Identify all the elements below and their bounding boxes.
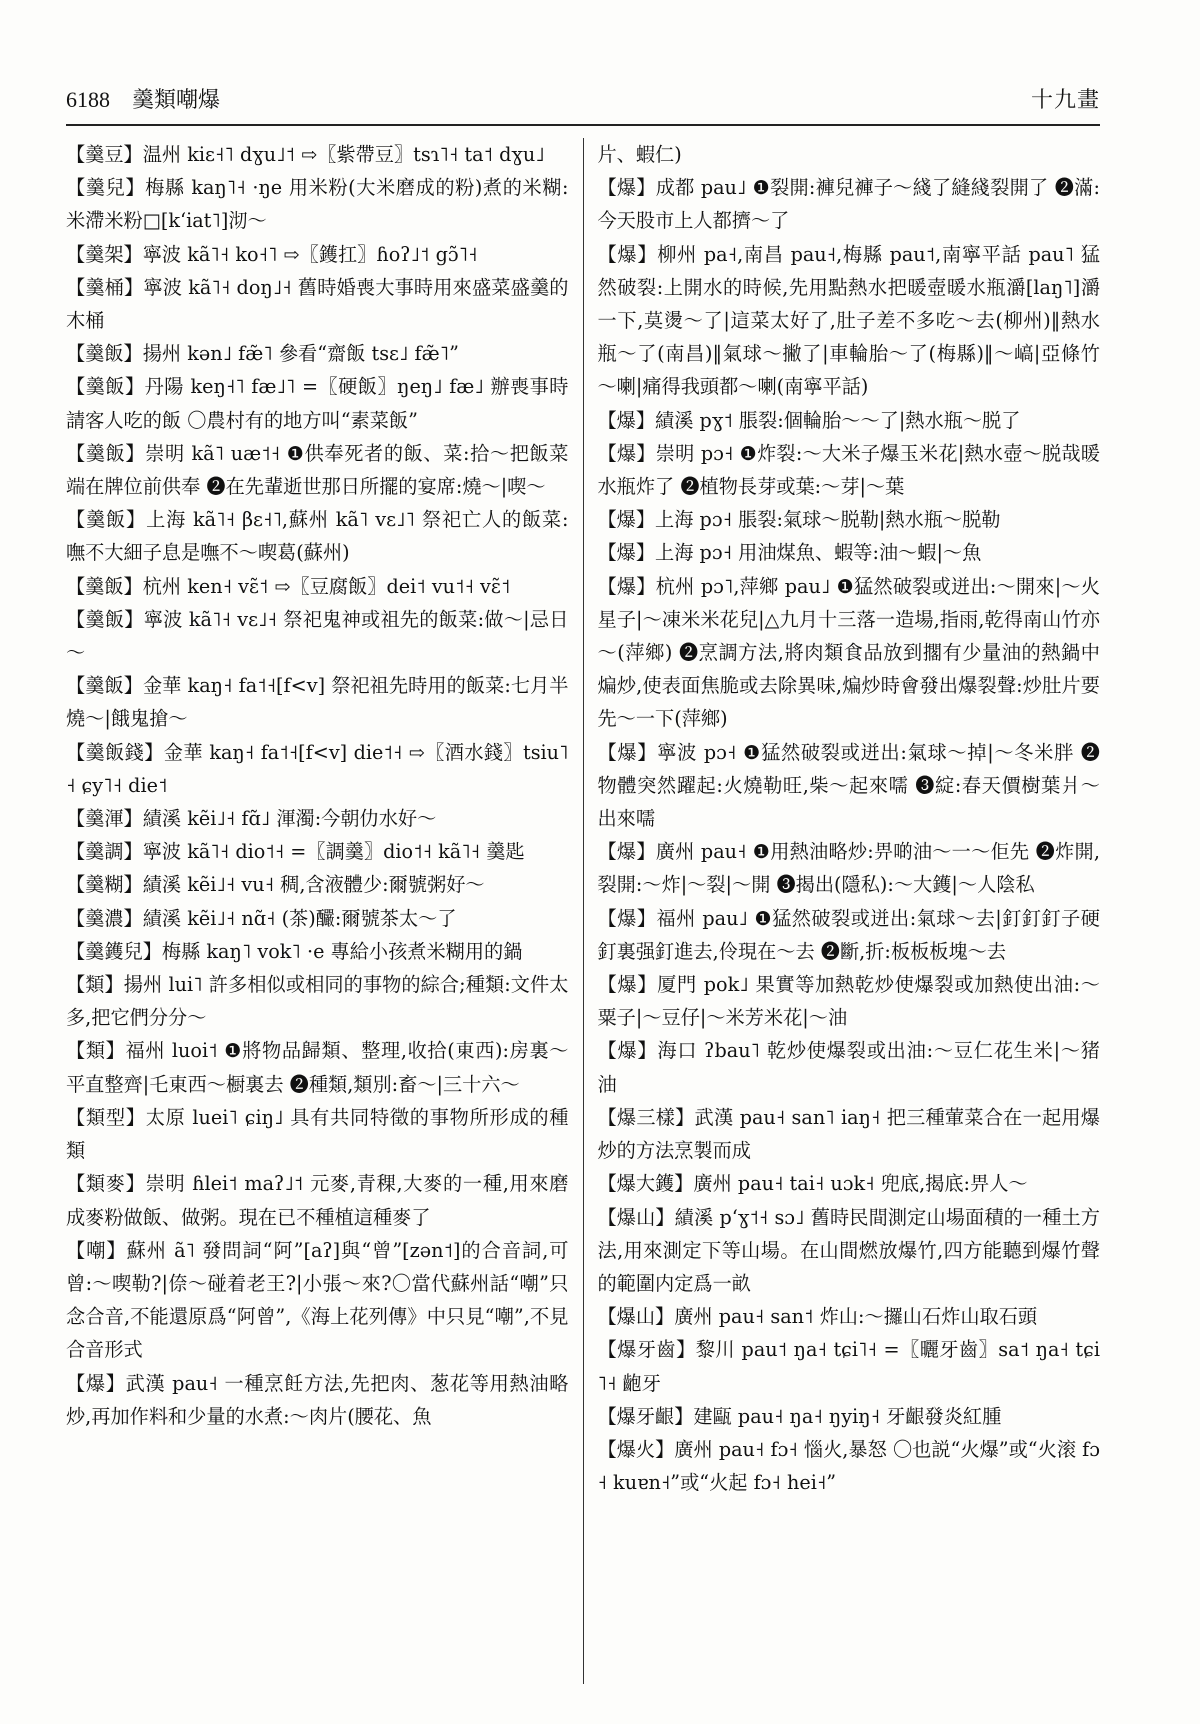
dictionary-entry: 【羹桶】寧波 kã˥˧ doŋ˩˧ 舊時婚喪大事時用來盛菜盛羹的木桶	[66, 275, 569, 333]
dictionary-entry: 【爆三樣】武漢 pau˧ san˥ iaŋ˧ 把三種葷菜合在一起用爆炒的方法烹製而成	[597, 1105, 1100, 1163]
dictionary-entry: 【羹飯】丹陽 keŋ˧˥ fæ˩˥ =〖硬飯〗ŋeŋ˩ fæ˩ 辦喪事時請客人吃的飯 〇農村有的地方叫“素菜飯”	[66, 375, 569, 432]
header-left	[66, 83, 220, 114]
dictionary-entry: 【爆】績溪 pɣ˦ 脹裂:個輪胎～～了|熱水瓶～脱了	[597, 408, 1021, 432]
dictionary-entry: 【羹飯】金華 kaŋ˧ fa˦˧[f<v] 祭祀祖先時用的飯菜:七月半燒～|餓鬼搶～	[66, 674, 569, 731]
dictionary-entry: 【類】福州 luoi˦ ❶將物品歸類、整理,收拾(東西):房裏～平直整齊|乇東西～橱裏去 ❷種類,類別:畜～|三十六～	[66, 1039, 569, 1096]
dictionary-entry: 【爆火】廣州 pau˧ fɔ˧ 惱火,暴怒 〇也説“火爆”或“火滚 fɔ˧ kuɐn˧”或“火起 fɔ˧ hei˧”	[597, 1437, 1100, 1495]
dictionary-entry: 【羹鑊兒】梅縣 kaŋ˥ vok˥ ·e 專給小孩煮米糊用的鍋	[66, 939, 523, 963]
dictionary-entry: 【爆】海口 ʔbau˥ 乾炒使爆裂或出油:～豆仁花生米|～猪油	[597, 1039, 1100, 1096]
dictionary-entry: 【爆】杭州 pɔ˥,萍鄉 pau˩ ❶猛然破裂或迸出:～開來|～火星子|～凍米米花兒|△九月十三落一造場,指雨,乾得南山竹亦～(萍鄉) ❷烹調方法,將肉類食品放到擱有少量油的熱鍋中煸炒,使表面焦脆或去除異味,煸炒時會發出爆裂聲:炒肚片要先～一下(萍鄉)	[597, 574, 1100, 731]
dictionary-entry: 【羹飯】上海 kã˥˧ βɛ˧˥,蘇州 kã˥ vɛ˩˥ 祭祀亡人的飯菜:嘸不大細子息是嘸不～喫葛(蘇州)	[66, 508, 569, 565]
dictionary-entry: 【類型】太原 luei˥ ɕiŋ˩ 具有共同特徵的事物所形成的種類	[66, 1105, 569, 1163]
dictionary-entry: 【爆】崇明 pɔ˧ ❶炸裂:～大米子爆玉米花|熱水壺～脱哉暖水瓶炸了 ❷植物長芽或葉:～芽|～葉	[597, 441, 1100, 499]
dictionary-entry: 【類麥】崇明 ɦlei˦ maʔ˩˦ 元麥,青稞,大麥的一種,用來磨成麥粉做飯、做粥。現在已不種植這種麥了	[66, 1172, 569, 1229]
dictionary-entry: 【爆】武漢 pau˧ 一種烹飪方法,先把肉、葱花等用熱油略炒,再加作料和少量的水煮:～肉片(腰花、魚	[66, 1371, 569, 1428]
page-number: 6188	[66, 86, 110, 112]
dictionary-entry: 【爆山】廣州 pau˧ san˦ 炸山:～攞山石炸山取石頭	[597, 1305, 1038, 1329]
dictionary-entry: 【羹飯】崇明 kã˥ uæ˦˧ ❶供奉死者的飯、菜:拾～把飯菜端在牌位前供奉 ❷在先輩逝世那日所擺的宴席:燒～|喫～	[66, 441, 569, 499]
dictionary-entry: 【羹調】寧波 kã˥˧ dio˦˧ =〖調羹〗dio˦˧ kã˥˧ 羹匙	[66, 840, 525, 864]
dictionary-entry: 【類】揚州 lui˥ 許多相似或相同的事物的綜合;種類:文件太多,把它們分分～	[66, 973, 569, 1030]
dictionary-entry: 【爆牙齒】黎川 pau˦ ŋa˧ tɕi˥˧ =〖曬牙齒〗sa˦ ŋa˧ tɕi˥˧ 齙牙	[597, 1338, 1100, 1395]
dictionary-entry: 【羹飯錢】金華 kaŋ˧ fa˦˧[f<v] die˦˧ ⇨〖酒水錢〗tsiu˥˧ ɕy˥˧ die˦	[66, 740, 569, 797]
dictionary-entry: 【嘲】蘇州 ã˥ 發問詞“阿”[aʔ]與“曾”[zən˦]的合音詞,可曾:～喫勒?|倷～碰着老王?|小張～來?〇當代蘇州話“嘲”只念合音,不能還原爲“阿曾”,《海上花列傳》中只見“嘲”,不見合音形式	[66, 1238, 569, 1362]
dictionary-entry: 【爆】寧波 pɔ˧ ❶猛然破裂或迸出:氣球～掉|～冬米胖 ❷物體突然躍起:火燒勒旺,柴～起來嚅 ❸綻:春天價樹葉爿～出來嚅	[597, 740, 1100, 831]
dictionary-entry: 【爆】上海 pɔ˧ 脹裂:氣球～脱勒|熱水瓶～脱勒	[597, 508, 1001, 532]
dictionary-entry: 片、蝦仁)	[597, 143, 682, 166]
dictionary-entry: 【爆】廣州 pau˧ ❶用熱油略炒:畀啲油～一～佢先 ❷炸開,裂開:～炸|～裂|～開 ❸揭出(隱私):～大鑊|～人陰私	[597, 840, 1100, 897]
dictionary-entry: 【羹飯】揚州 kən˩ fæ̃˥ 參看“齋飯 tsɛ˩ fæ̃˥”	[66, 342, 459, 366]
dictionary-entry: 【爆】厦門 pok˩ 果實等加熱乾炒使爆裂或加熱使出油:～粟子|～豆仔|～米芳米花|～油	[597, 973, 1100, 1030]
dictionary-entry: 【羹濃】績溪 kẽi˩˧ nɑ̃˧ (茶)釅:爾號茶太～了	[66, 906, 457, 930]
dictionary-entry: 【羹飯】寧波 kã˥˧ vɛ˩˧ 祭祀鬼神或祖先的飯菜:做～|忌日～	[66, 607, 569, 665]
dictionary-entry: 【爆】柳州 pa˧,南昌 pau˧,梅縣 pau˦,南寧平話 pau˥ 猛然破裂:上開水的時候,先用點熱水把暖壺暖水瓶灂[laŋ˥]灂一下,莫燙～了|這菜太好了,肚子差不多吃～去(柳州)‖熱水瓶～了(南昌)‖氣球～撇了|車輪胎～了(梅縣)‖～嵪|亞條竹～喇|痛得我頭都～喇(南寧平話)	[597, 242, 1100, 399]
dictionary-entry: 【羹渾】績溪 kẽi˩˧ fɑ̃˩ 渾濁:今朝仂水好～	[66, 807, 437, 831]
running-header	[66, 78, 1100, 118]
dictionary-entry: 【羹兒】梅縣 kaŋ˥˧ ·ŋe 用米粉(大米磨成的粉)煮的米糊:米滯米粉□[kʻiat˥]沏～	[66, 176, 569, 233]
dictionary-entry: 【羹豆】温州 kiɛ˧˥ dɣu˩˦ ⇨〖紫帶豆〗tsɿ˥˧ ta˦ dɣu˩	[66, 143, 545, 166]
dictionary-entry: 【羹架】寧波 kã˥˧ ko˧˥ ⇨〖鑊扛〗ɦoʔ˩˦ gɔ̃˥˧	[66, 242, 478, 266]
header-rule	[66, 124, 1100, 126]
dictionary-entry: 【爆】成都 pau˩ ❶裂開:褲兒褲子～綫了縫綫裂開了 ❷滿:今天股市上人都擠～了	[597, 176, 1100, 233]
dictionary-entry: 【羹糊】績溪 kẽi˩˧ vu˧ 稠,含液體少:爾號粥好～	[66, 873, 485, 897]
dictionary-entry: 【爆】福州 pau˩ ❶猛然破裂或迸出:氣球～去|釘釘釘子硬釘裏强釘進去,伶現在～去 ❷斷,折:板板板塊～去	[597, 906, 1100, 963]
dictionary-entry: 【羹飯】杭州 ken˧ vɛ̃˦ ⇨〖豆腐飯〗dei˦ vu˦˧ vɛ̃˦	[66, 574, 511, 598]
dictionary-entry: 【爆山】績溪 pʻɣ˦˧ sɔ˩ 舊時民間測定山場面積的一種土方法,用來測定下等山場。在山間燃放爆竹,四方能聽到爆竹聲的範圍内定爲一畝	[597, 1205, 1100, 1295]
head-characters: 羹類嘲爆	[132, 87, 221, 113]
dictionary-entry: 【爆牙齦】建甌 pau˧ ŋa˧ ŋyiŋ˧ 牙齦發炎紅腫	[597, 1404, 1002, 1428]
two-column-body	[66, 138, 1100, 1684]
stroke-section: 十九畫	[1030, 87, 1100, 113]
right-column	[584, 138, 1101, 1684]
left-column	[66, 138, 583, 1684]
dictionary-entry: 【爆大鑊】廣州 pau˧ tai˧ uɔk˧ 兜底,揭底:畀人～	[597, 1172, 1028, 1196]
dictionary-entry: 【爆】上海 pɔ˧ 用油煤魚、蝦等:油～蝦|～魚	[597, 541, 982, 565]
